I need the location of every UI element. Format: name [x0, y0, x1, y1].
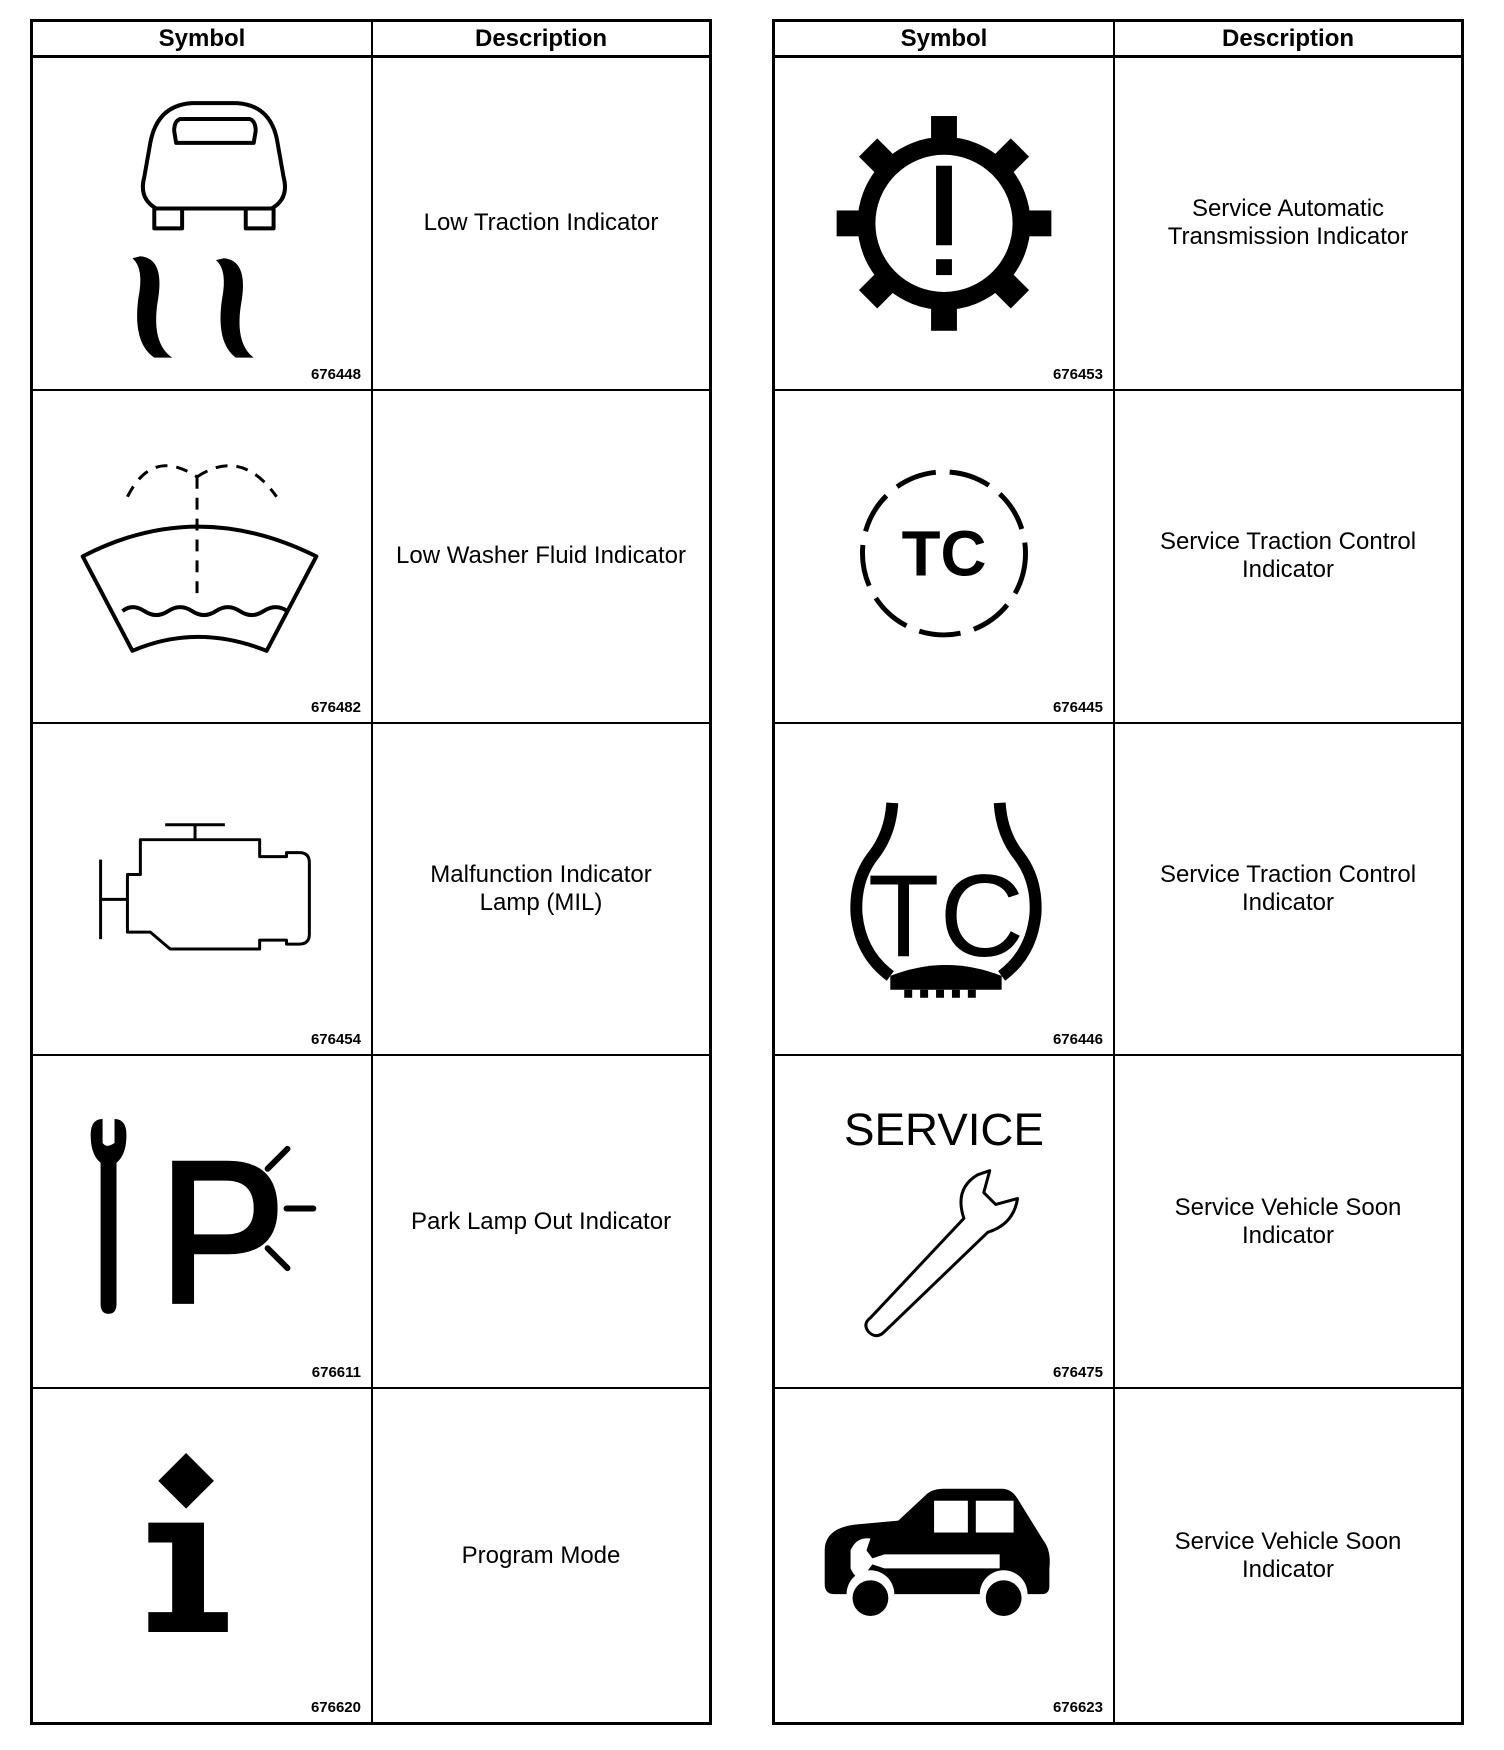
symbol-code: 676620	[310, 1698, 361, 1716]
header-symbol: Symbol	[33, 22, 373, 58]
symbol-cell	[775, 1056, 1115, 1389]
header-description: Description	[373, 22, 709, 58]
tc-tire-icon	[775, 724, 1113, 1055]
symbol-code: 676623	[1052, 1698, 1103, 1716]
symbol-code: 676454	[310, 1031, 361, 1049]
symbol-code: 676475	[1052, 1364, 1103, 1382]
symbol-code: 676445	[1052, 698, 1103, 716]
description-cell: Low Traction Indicator	[373, 58, 709, 391]
tc-label: TC	[867, 849, 1025, 981]
service-label: SERVICE	[844, 1104, 1044, 1156]
symbol-code: 676448	[310, 365, 361, 383]
info-icon	[33, 1389, 371, 1722]
symbol-code: 676611	[311, 1364, 361, 1382]
description-cell: Service Traction Control Indicator	[1115, 724, 1461, 1057]
symbol-cell	[33, 58, 373, 391]
description-cell: Malfunction Indicator Lamp (MIL)	[373, 724, 709, 1057]
symbol-code: 676453	[1052, 365, 1103, 383]
engine-icon	[33, 724, 371, 1055]
symbol-table-left	[30, 19, 712, 1725]
description-cell: Low Washer Fluid Indicator	[373, 391, 709, 724]
tc-dashed-circle-icon	[775, 391, 1113, 722]
symbol-cell	[33, 1056, 373, 1389]
symbol-cell	[775, 391, 1115, 724]
symbol-cell	[33, 391, 373, 724]
service-wrench-icon	[775, 1056, 1113, 1387]
symbol-cell	[775, 1389, 1115, 1722]
washer-fluid-icon	[33, 391, 371, 722]
symbol-cell	[775, 58, 1115, 391]
symbol-cell	[775, 724, 1115, 1057]
header-symbol: Symbol	[775, 22, 1115, 58]
symbol-table-right	[772, 19, 1464, 1725]
park-lamp-icon	[33, 1056, 371, 1387]
description-cell: Service Automatic Transmission Indicator	[1115, 58, 1461, 391]
description-cell: Program Mode	[461, 1541, 621, 1569]
symbol-cell	[33, 1389, 373, 1722]
symbol-code: 676482	[310, 698, 361, 716]
description-cell: Service Traction Control Indicator	[1115, 391, 1461, 724]
symbol-cell	[33, 724, 373, 1057]
low-traction-icon	[33, 58, 371, 389]
header-description: Description	[1115, 22, 1461, 58]
gear-warning-icon	[775, 58, 1113, 389]
symbol-code: 676446	[1052, 1031, 1103, 1049]
tc-label: TC	[901, 518, 987, 590]
description-cell: Service Vehicle Soon Indicator	[1174, 1527, 1402, 1583]
description-cell: Park Lamp Out Indicator	[373, 1056, 709, 1389]
car-wrench-icon	[775, 1389, 1113, 1722]
description-cell: Service Vehicle Soon Indicator	[1115, 1056, 1461, 1389]
